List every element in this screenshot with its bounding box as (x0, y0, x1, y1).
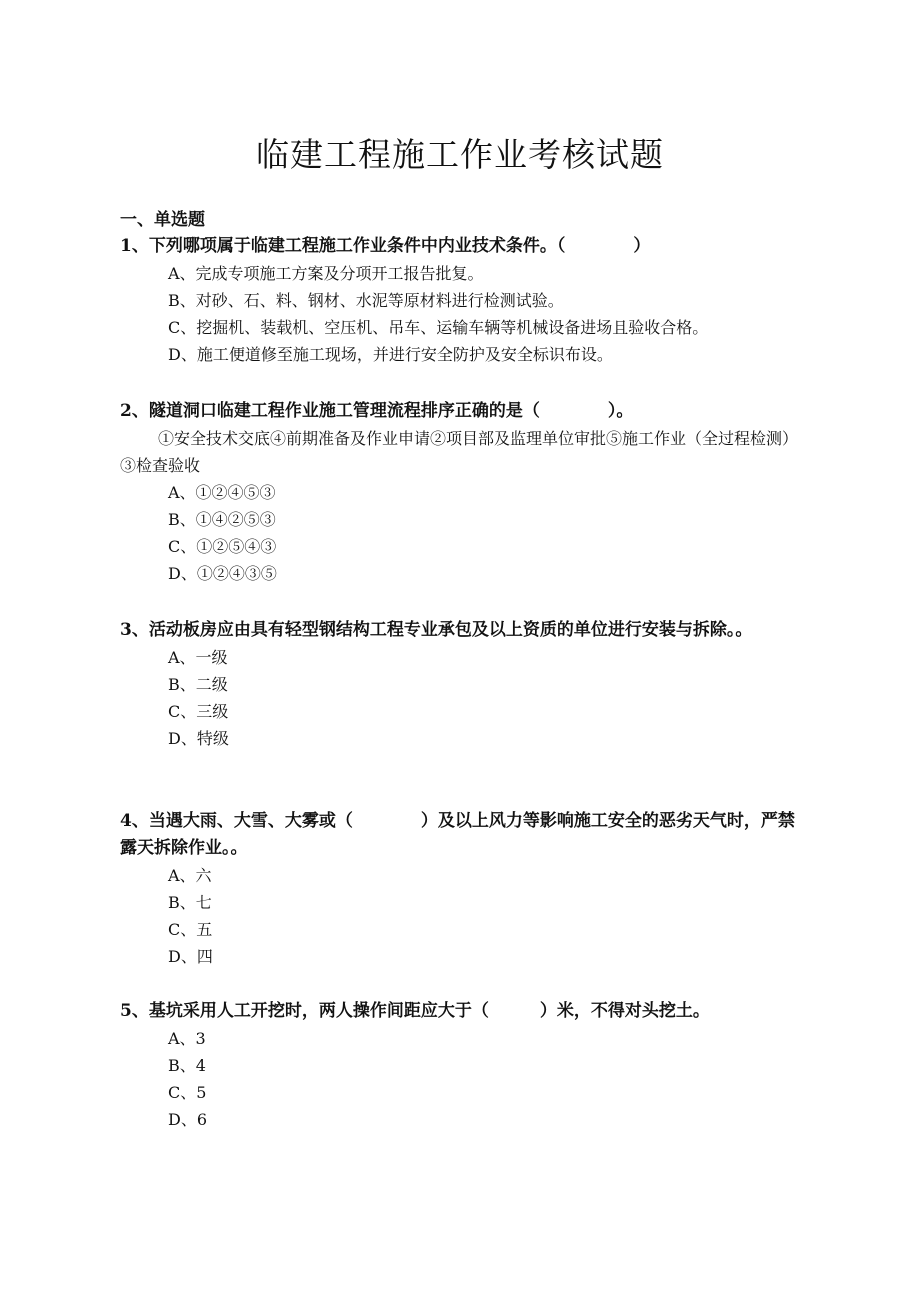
option-a: A、3 (168, 1029, 206, 1048)
option-b: B、二级 (168, 675, 228, 694)
page-title: 临建工程施工作业考核试题 (256, 135, 664, 174)
option-a: A、一级 (168, 648, 228, 667)
option-b: B、4 (168, 1056, 206, 1075)
question-5 (120, 998, 810, 1133)
option-a: A、完成专项施工方案及分项开工报告批复。 (168, 264, 484, 283)
option-c: C、五 (168, 920, 213, 939)
question-4 (120, 808, 810, 970)
question-stem: 1、下列哪项属于临建工程施工作业条件中内业技术条件。（ ） (120, 236, 651, 256)
option-c: C、①②⑤④③ (168, 537, 277, 556)
option-d: D、①②④③⑤ (168, 564, 277, 583)
option-c: C、挖掘机、装载机、空压机、吊车、运输车辆等机械设备进场且验收合格。 (168, 318, 709, 337)
option-d: D、四 (168, 947, 213, 966)
option-list (168, 862, 810, 970)
question-1 (120, 233, 810, 368)
question-sequence-text: ①安全技术交底④前期准备及作业申请②项目部及监理单位审批⑤施工作业（全过程检测）③检查验收 (120, 429, 799, 475)
option-list (168, 479, 810, 587)
option-b: B、七 (168, 893, 212, 912)
option-a: A、六 (168, 866, 212, 885)
option-list (168, 644, 810, 752)
option-d: D、特级 (168, 729, 229, 748)
option-a: A、①②④⑤③ (168, 483, 276, 502)
option-d: D、6 (168, 1110, 208, 1129)
question-stem: 2、隧道洞口临建工程作业施工管理流程排序正确的是（ ）。 (120, 401, 634, 421)
option-b: B、对砂、石、料、钢材、水泥等原材料进行检测试验。 (168, 291, 564, 310)
question-3 (120, 617, 810, 752)
option-d: D、施工便道修至施工现场，并进行安全防护及安全标识布设。 (168, 345, 613, 364)
option-c: C、5 (168, 1083, 207, 1102)
question-stem: 4、当遇大雨、大雪、大雾或（ ）及以上风力等影响施工安全的恶劣天气时，严禁露天拆除作业。。 (120, 811, 795, 858)
section-heading: 一、单选题 (120, 210, 205, 230)
question-stem: 3、活动板房应由具有轻型钢结构工程专业承包及以上资质的单位进行安装与拆除。。 (120, 620, 753, 640)
question-stem: 5、基坑采用人工开挖时，两人操作间距应大于（ ）米，不得对头挖土。 (120, 1001, 710, 1021)
option-b: B、①④②⑤③ (168, 510, 276, 529)
option-c: C、三级 (168, 702, 229, 721)
option-list (168, 260, 810, 368)
option-list (168, 1025, 810, 1133)
question-2 (120, 398, 810, 587)
